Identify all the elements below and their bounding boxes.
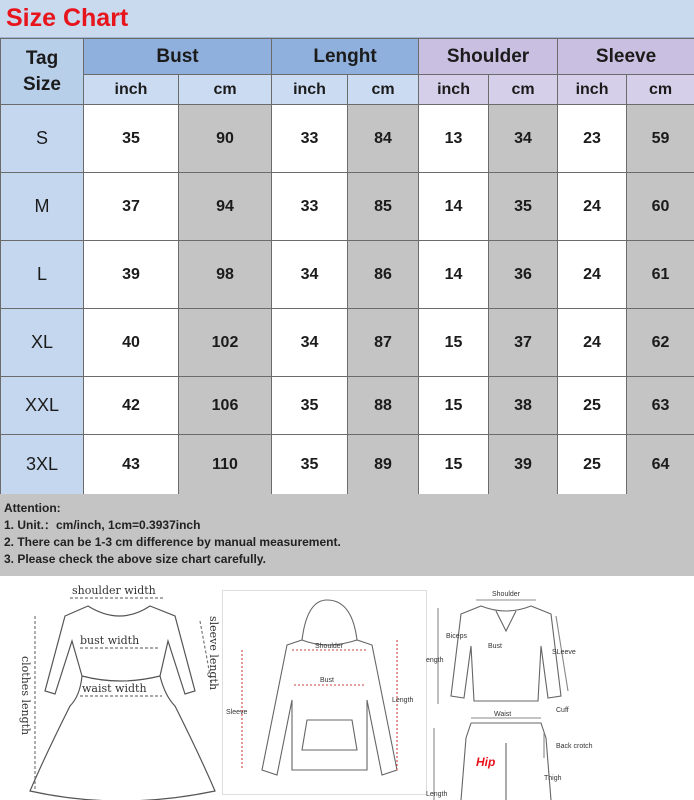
cm-value-cell: 37 [489, 309, 558, 377]
measurement-diagrams [0, 576, 694, 800]
attention-heading: Attention: [4, 501, 61, 515]
header-group-row [1, 39, 694, 75]
unit-header-inch: inch [419, 75, 489, 105]
cm-value-cell: 110 [179, 435, 272, 495]
inch-value-cell: 15 [419, 435, 489, 495]
inch-value-cell: 42 [84, 377, 179, 435]
attention-notes [0, 494, 694, 576]
inch-value-cell: 37 [84, 173, 179, 241]
inch-value-cell: 40 [84, 309, 179, 377]
sleeve-header: Sleeve [558, 39, 694, 75]
cm-value-cell: 90 [179, 105, 272, 173]
size-label-cell: L [1, 241, 84, 309]
size-label-cell: XL [1, 309, 84, 377]
cm-value-cell: 87 [348, 309, 419, 377]
tag-size-header-line2: Size [22, 73, 62, 95]
cm-value-cell: 98 [179, 241, 272, 309]
size-label-cell: XXL [1, 377, 84, 435]
inch-value-cell: 35 [272, 435, 348, 495]
table-row [1, 173, 694, 241]
inch-value-cell: 35 [84, 105, 179, 173]
cm-value-cell: 60 [627, 173, 694, 241]
pants-length-label: Length [426, 791, 448, 798]
unit-header-inch: inch [558, 75, 627, 105]
inch-value-cell: 25 [558, 377, 627, 435]
blouse-diagram [426, 586, 591, 716]
table-row [1, 105, 694, 173]
length-header: Lenght [272, 39, 419, 75]
tag-size-header [1, 39, 84, 105]
cm-value-cell: 94 [179, 173, 272, 241]
cm-value-cell: 35 [489, 173, 558, 241]
inch-value-cell: 33 [272, 105, 348, 173]
size-chart-table [0, 38, 694, 495]
cm-value-cell: 89 [348, 435, 419, 495]
inch-value-cell: 25 [558, 435, 627, 495]
dress-sleeve-label: sleeve length [207, 616, 220, 691]
bust-header: Bust [84, 39, 272, 75]
inch-value-cell: 33 [272, 173, 348, 241]
attention-line-1: 1. Unit.：cm/inch, 1cm=0.3937inch [4, 518, 201, 532]
inch-value-cell: 14 [419, 241, 489, 309]
inch-value-cell: 35 [272, 377, 348, 435]
dress-length-label: clothes length [19, 656, 32, 736]
inch-value-cell: 24 [558, 173, 627, 241]
unit-header-inch: inch [272, 75, 348, 105]
table-row [1, 435, 694, 495]
pants-waist-label: Waist [494, 711, 512, 718]
unit-header-cm: cm [179, 75, 272, 105]
dress-shoulder-label: shoulder width [72, 584, 156, 597]
pants-thigh-label: Thigh [544, 775, 562, 782]
unit-header-cm: cm [348, 75, 419, 105]
pants-diagram [426, 708, 601, 800]
blouse-sleeve-label: SLeeve [552, 649, 576, 656]
blouse-length-label: ength [426, 657, 444, 664]
size-label-cell: 3XL [1, 435, 84, 495]
table-row [1, 309, 694, 377]
inch-value-cell: 15 [419, 309, 489, 377]
unit-header-cm: cm [627, 75, 694, 105]
cm-value-cell: 106 [179, 377, 272, 435]
dress-waist-label: waist width [82, 682, 147, 695]
inch-value-cell: 23 [558, 105, 627, 173]
hoodie-sleeve-label: Sleeve [226, 709, 248, 716]
cm-value-cell: 61 [627, 241, 694, 309]
cm-value-cell: 62 [627, 309, 694, 377]
cm-value-cell: 84 [348, 105, 419, 173]
table-row [1, 377, 694, 435]
inch-value-cell: 43 [84, 435, 179, 495]
inch-value-cell: 34 [272, 241, 348, 309]
cm-value-cell: 102 [179, 309, 272, 377]
dress-diagram [0, 576, 220, 800]
table-row [1, 241, 694, 309]
inch-value-cell: 24 [558, 241, 627, 309]
cm-value-cell: 63 [627, 377, 694, 435]
blouse-cuff-label: Cuff [556, 707, 569, 714]
hoodie-diagram [222, 590, 427, 795]
inch-value-cell: 15 [419, 377, 489, 435]
blouse-shoulder-label: Shoulder [492, 591, 521, 598]
cm-value-cell: 85 [348, 173, 419, 241]
cm-value-cell: 36 [489, 241, 558, 309]
cm-value-cell: 39 [489, 435, 558, 495]
cm-value-cell: 86 [348, 241, 419, 309]
hoodie-shoulder-label: Shoulder [315, 643, 344, 650]
size-label-cell: M [1, 173, 84, 241]
size-label-cell: S [1, 105, 84, 173]
unit-header-cm: cm [489, 75, 558, 105]
page-title: Size Chart [6, 4, 129, 32]
blouse-biceps-label: Biceps [446, 633, 468, 640]
hoodie-bust-label: Bust [320, 677, 335, 684]
inch-value-cell: 24 [558, 309, 627, 377]
cm-value-cell: 38 [489, 377, 558, 435]
attention-line-2: 2. There can be 1-3 cm difference by manual measurement. [4, 535, 341, 549]
header-unit-row [1, 75, 694, 105]
pants-hip-label: Hip [476, 755, 496, 769]
unit-header-inch: inch [84, 75, 179, 105]
attention-line-3: 3. Please check the above size chart carefully. [4, 552, 266, 566]
cm-value-cell: 34 [489, 105, 558, 173]
title-bar [0, 0, 694, 38]
inch-value-cell: 13 [419, 105, 489, 173]
inch-value-cell: 14 [419, 173, 489, 241]
tag-size-header-line1: Tag [25, 47, 59, 69]
dress-bust-label: bust width [80, 634, 140, 647]
cm-value-cell: 88 [348, 377, 419, 435]
cm-value-cell: 64 [627, 435, 694, 495]
shoulder-header: Shoulder [419, 39, 558, 75]
hoodie-length-label: Length [392, 697, 414, 704]
blouse-bust-label: Bust [488, 643, 503, 650]
inch-value-cell: 39 [84, 241, 179, 309]
inch-value-cell: 34 [272, 309, 348, 377]
size-rows [1, 105, 694, 495]
pants-back-crotch-label: Back crotch [556, 743, 593, 750]
cm-value-cell: 59 [627, 105, 694, 173]
